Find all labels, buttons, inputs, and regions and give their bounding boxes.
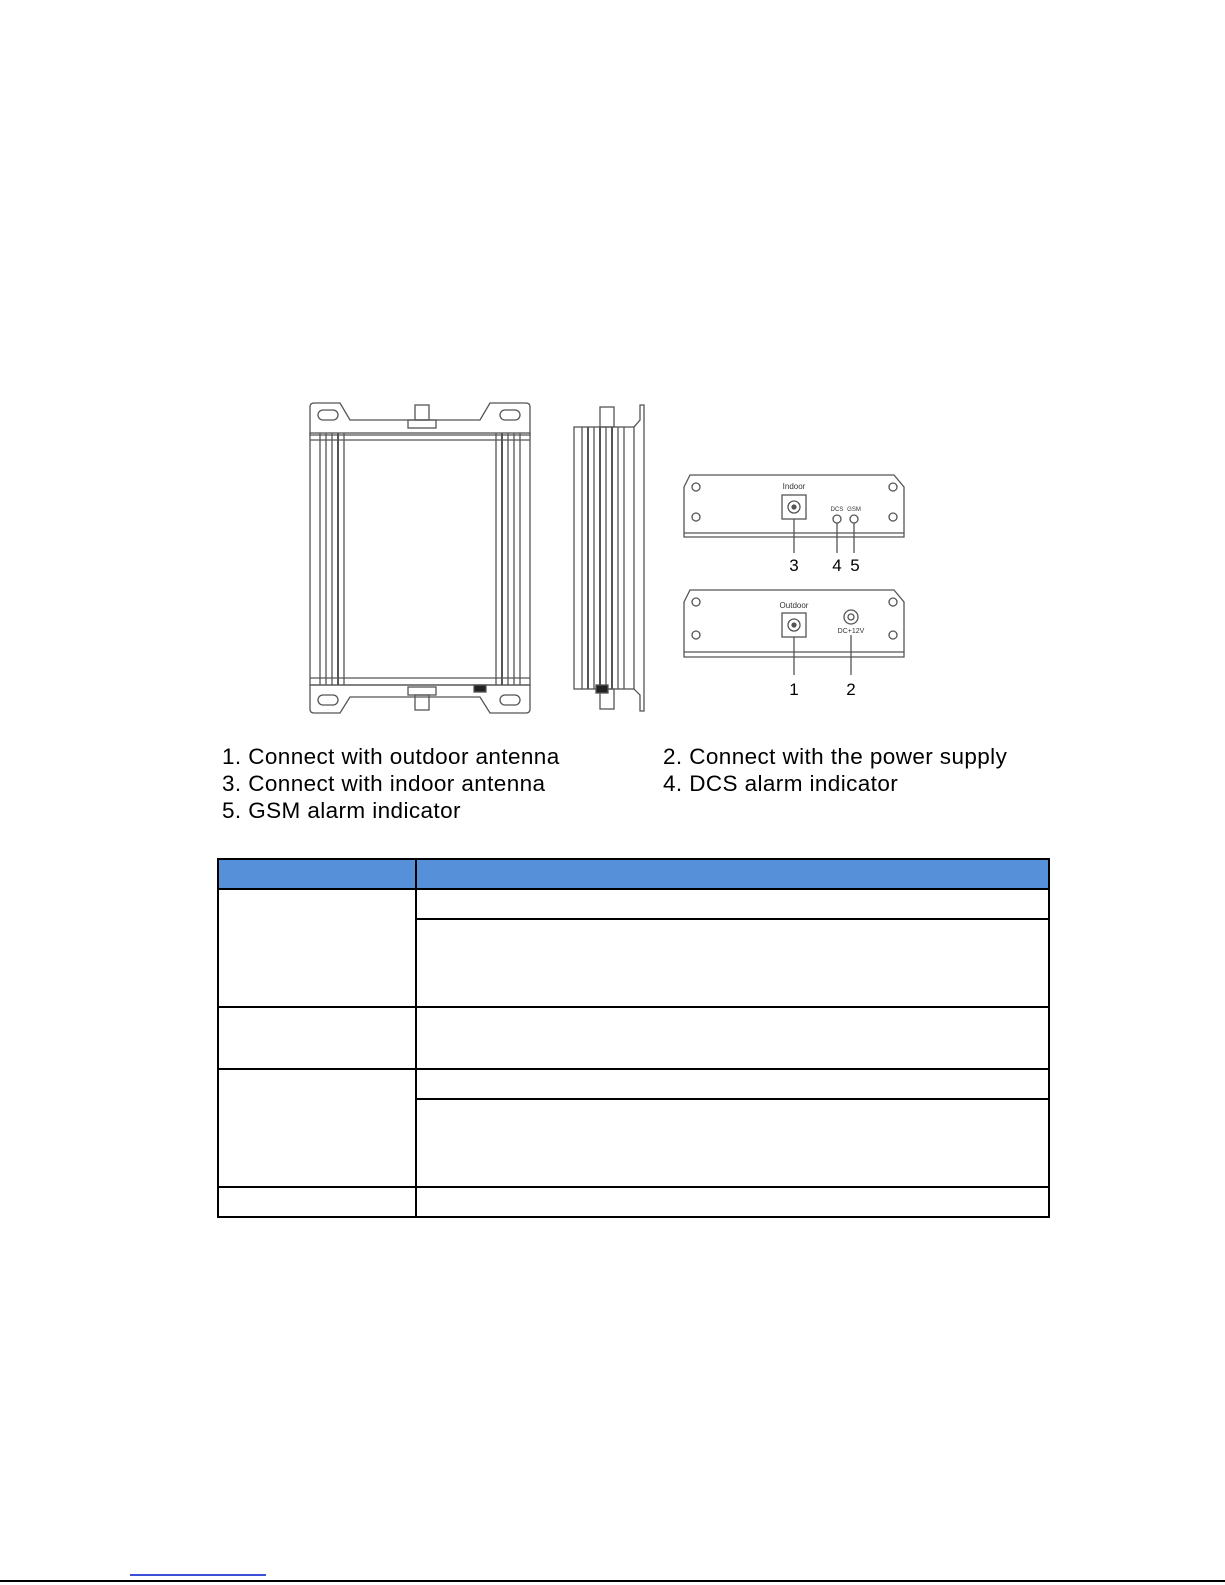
table-label-cell (218, 1007, 416, 1069)
table-row (218, 1187, 1049, 1217)
legend-item: 2. Connect with the power supply (663, 744, 1008, 769)
table-value-cell (416, 1099, 1049, 1187)
legend-item: 4. DCS alarm indicator (663, 771, 899, 796)
top-view-drawing (310, 403, 530, 713)
callout-2: 2 (846, 680, 856, 699)
legend-item: 1. Connect with outdoor antenna (222, 744, 560, 769)
product-drawing (290, 395, 1050, 725)
table-row (218, 1069, 1049, 1099)
spec-table (217, 858, 1050, 1218)
legend-row (222, 743, 1062, 770)
callout-5: 5 (850, 556, 860, 575)
table-label-cell (218, 1187, 416, 1217)
panel-label-dc: DC+12V (837, 628, 865, 635)
panel-label-indoor: Indoor (782, 482, 806, 491)
side-view-drawing (574, 405, 644, 711)
table-header-cell (416, 859, 1049, 889)
panel-label-outdoor: Outdoor (779, 601, 809, 610)
table-label-cell (218, 889, 416, 1007)
legend-row (222, 797, 1062, 824)
callout-3: 3 (789, 556, 799, 575)
callout-4: 4 (832, 556, 842, 575)
table-value-cell (416, 1069, 1049, 1099)
table-header-cell (218, 859, 416, 889)
panel-label-dcs: DCS (830, 507, 844, 513)
table-value-cell (416, 1007, 1049, 1069)
legend-item: 3. Connect with indoor antenna (222, 771, 546, 796)
footer-link-underline[interactable] (130, 1574, 266, 1576)
table-row (218, 1007, 1049, 1069)
table-value-cell (416, 889, 1049, 919)
table-value-cell (416, 1187, 1049, 1217)
legend-item: 5. GSM alarm indicator (222, 798, 461, 823)
table-value-cell (416, 919, 1049, 1007)
panel-label-gsm: GSM (847, 507, 861, 513)
table-row (218, 889, 1049, 919)
callout-1: 1 (789, 680, 799, 699)
table-header-row (218, 859, 1049, 889)
figure-legend (222, 743, 1062, 824)
footer-rule (0, 1580, 1225, 1582)
legend-row (222, 770, 1062, 797)
table-label-cell (218, 1069, 416, 1187)
